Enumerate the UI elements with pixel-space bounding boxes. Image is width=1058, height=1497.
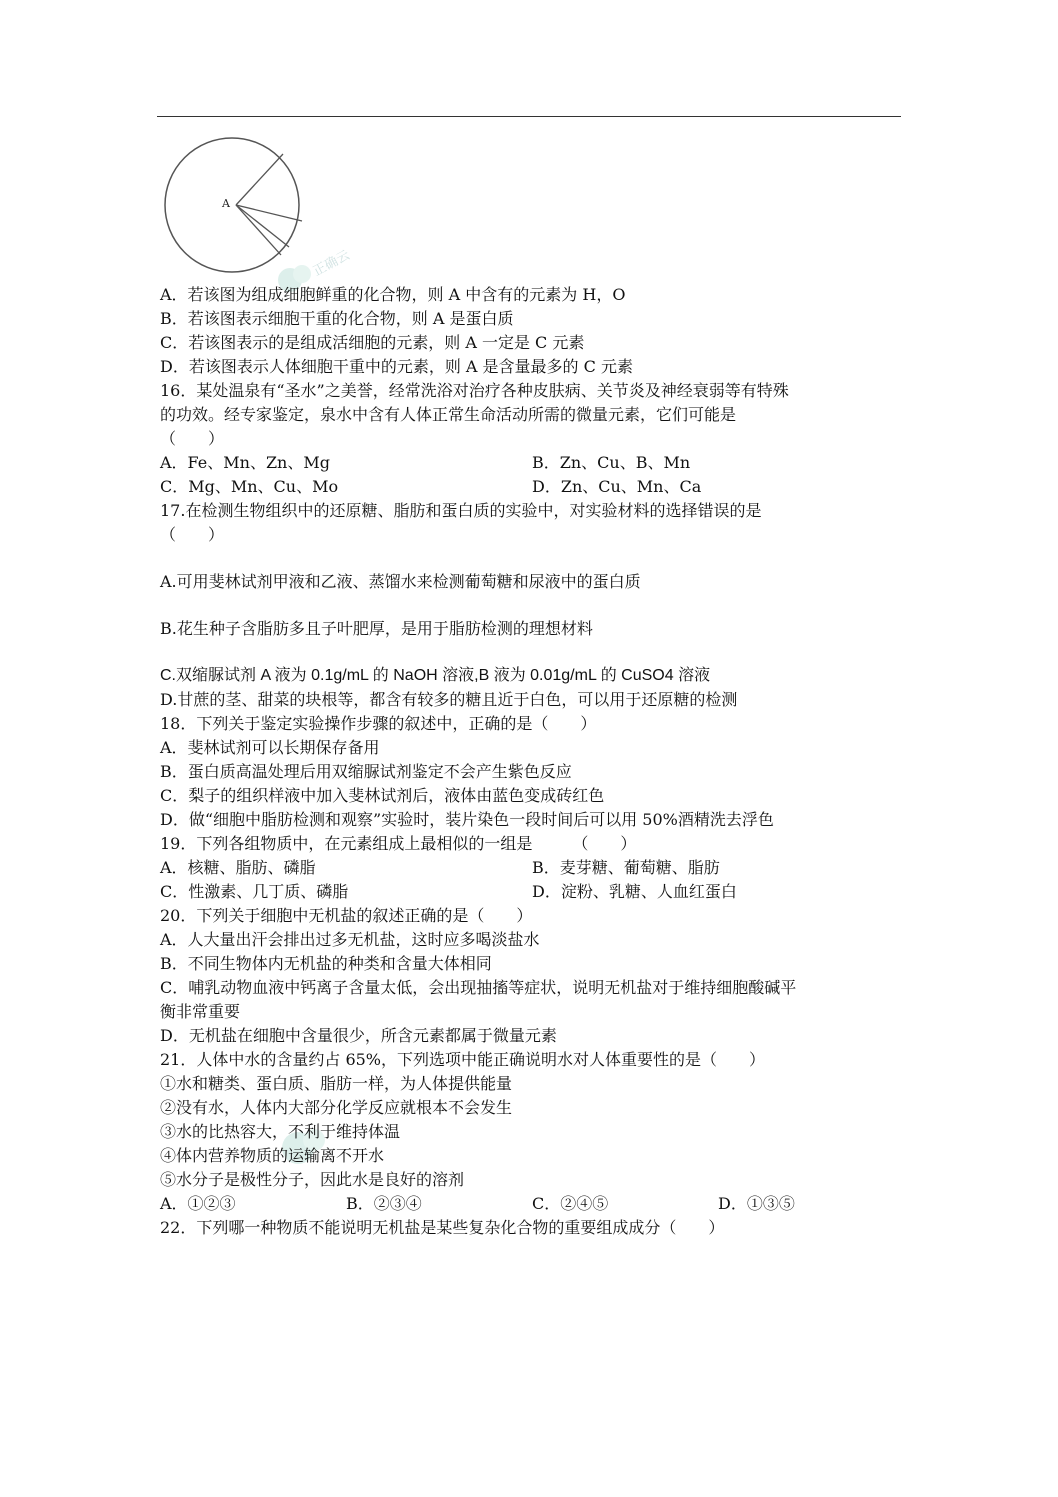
q18-option-d: D．做“细胞中脂肪检测和观察”实验时，装片染色一段时间后可以用 50%酒精洗去浮色 (160, 810, 774, 829)
q21-statement-5: ⑤水分子是极性分子，因此水是良好的溶剂 (160, 1170, 465, 1189)
q21-statement-4: ④体内营养物质的运输离不开水 (160, 1146, 385, 1165)
q21-statement-2: ②没有水，人体内大部分化学反应就根本不会发生 (160, 1098, 513, 1117)
q18-stem: 18．下列关于鉴定实验操作步骤的叙述中，正确的是（ ） (160, 714, 597, 733)
q20-option-b: B．不同生物体内无机盐的种类和含量大体相同 (160, 954, 492, 973)
q17-stem-line-2: （ ） (160, 525, 225, 544)
question-content (160, 283, 905, 1240)
q15-option-d: D．若该图表示人体细胞干重中的元素，则 A 是含量最多的 C 元素 (160, 357, 633, 376)
q16-option-b: B．Zn、Cu、B、Mn (532, 453, 691, 472)
q20-stem: 20．下列关于细胞中无机盐的叙述正确的是（ ） (160, 906, 533, 925)
q16-options-row-1 (160, 451, 905, 475)
q19-option-c: C．性激素、几丁质、磷脂 (160, 882, 349, 901)
svg-text:正确云: 正确云 (310, 247, 353, 280)
q18-option-a: A．斐林试剂可以长期保存备用 (160, 738, 380, 757)
q17-stem-line-1: 17.在检测生物组织中的还原糖、脂肪和蛋白质的实验中，对实验材料的选择错误的是 (160, 501, 762, 520)
header-rule (157, 116, 901, 117)
q19-options-row-1 (160, 856, 905, 880)
q16-option-a: A．Fe、Mn、Zn、Mg (160, 453, 330, 472)
q16-stem-line-2: 的功效。经专家鉴定，泉水中含有人体正常生命活动所需的微量元素，它们可能是 (160, 405, 737, 424)
q16-stem-line-1: 16．某处温泉有“圣水”之美誉，经常洗浴对治疗各种皮肤病、关节炎及神经衰弱等有特殊 (160, 381, 789, 400)
pie-divider-1 (236, 154, 283, 205)
q19-option-a: A．核糖、脂肪、磷脂 (160, 858, 316, 877)
q17-option-c: C.双缩脲试剂 A 液为 0.1g/mL 的 NaOH 溶液,B 液为 0.01g/mL 的 CuSO4 溶液 (160, 667, 711, 684)
q16-options-row-2 (160, 475, 905, 499)
q17-option-b: B.花生种子含脂肪多且子叶肥厚，是用于脂肪检测的理想材料 (160, 619, 593, 638)
q16-option-d: D．Zn、Cu、Mn、Ca (532, 477, 702, 496)
q15-option-c: C．若该图表示的是组成活细胞的元素，则 A 一定是 C 元素 (160, 333, 585, 352)
q16-option-c: C．Mg、Mn、Cu、Mo (160, 477, 339, 496)
q18-option-b: B．蛋白质高温处理后用双缩脲试剂鉴定不会产生紫色反应 (160, 762, 572, 781)
q21-stem: 21．人体中水的含量约占 65%，下列选项中能正确说明水对人体重要性的是（ ） (160, 1050, 766, 1069)
q15-option-b: B．若该图表示细胞干重的化合物，则 A 是蛋白质 (160, 309, 514, 328)
q16-stem-line-3: （ ） (160, 429, 225, 448)
q21-option-b: B．②③④ (346, 1194, 422, 1213)
q21-options (160, 1192, 905, 1216)
q19-option-d: D．淀粉、乳糖、人血红蛋白 (532, 882, 737, 901)
q15-option-a: A．若该图为组成细胞鲜重的化合物，则 A 中含有的元素为 H，O (160, 285, 626, 304)
pie-label-a: A (222, 197, 230, 210)
q21-option-c: C．②④⑤ (532, 1194, 609, 1213)
q19-option-b: B．麦芽糖、葡萄糖、脂肪 (532, 858, 720, 877)
q19-options-row-2 (160, 880, 905, 904)
q20-option-a: A．人大量出汗会排出过多无机盐，这时应多喝淡盐水 (160, 930, 540, 949)
q21-option-a: A．①②③ (160, 1194, 236, 1213)
q17-option-d: D.甘蔗的茎、甜菜的块根等，都含有较多的糖且近于白色，可以用于还原糖的检测 (160, 690, 738, 709)
q20-option-c-cont: 衡非常重要 (160, 1002, 241, 1021)
pie-figure (160, 135, 310, 277)
q20-option-d: D．无机盐在细胞中含量很少，所含元素都属于微量元素 (160, 1026, 557, 1045)
q21-statement-1: ①水和糖类、蛋白质、脂肪一样，为人体提供能量 (160, 1074, 513, 1093)
q17-option-a: A.可用斐林试剂甲液和乙液、蒸馏水来检测葡萄糖和尿液中的蛋白质 (160, 572, 641, 591)
q19-stem: 19．下列各组物质中，在元素组成上最相似的一组是 （ ） (160, 834, 637, 853)
q21-statement-3: ③水的比热容大，不利于维持体温 (160, 1122, 401, 1141)
q21-option-d: D．①③⑤ (718, 1194, 795, 1213)
q22-stem: 22．下列哪一种物质不能说明无机盐是某些复杂化合物的重要组成成分（ ） (160, 1218, 725, 1237)
pie-divider-4 (236, 205, 281, 255)
q20-option-c: C．哺乳动物血液中钙离子含量太低，会出现抽搐等症状，说明无机盐对于维持细胞酸碱平 (160, 978, 797, 997)
q18-option-c: C．梨子的组织样液中加入斐林试剂后，液体由蓝色变成砖红色 (160, 786, 605, 805)
